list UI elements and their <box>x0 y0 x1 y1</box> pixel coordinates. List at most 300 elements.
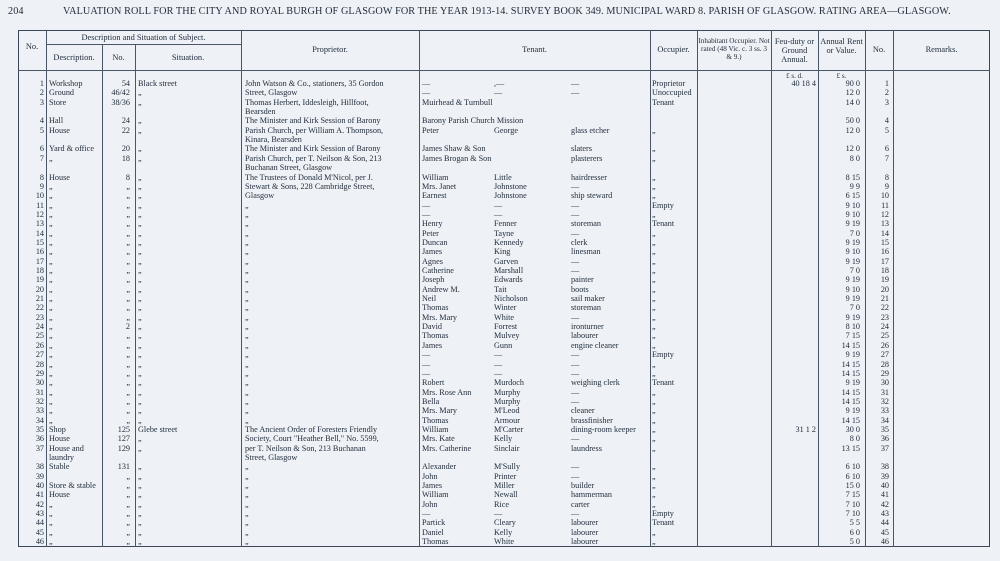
row-number: „ <box>126 340 130 350</box>
header-rule <box>18 70 990 71</box>
row-proprietor: „ <box>245 350 249 360</box>
row-tenant-occupation: — <box>571 359 580 369</box>
row-tenant-surname: White <box>494 312 515 322</box>
row-description: „ <box>49 247 53 257</box>
row-description: „ <box>49 350 53 360</box>
row-tenant-forename: — <box>422 509 431 519</box>
row-description: „ <box>49 509 53 519</box>
row-no2: 27 <box>880 350 889 360</box>
row-tenant-occupation: boots <box>571 284 589 294</box>
row-proprietor: „ <box>245 481 249 491</box>
row-no2: 39 <box>880 471 889 481</box>
row-annual-value: 30 0 <box>845 424 860 434</box>
row-description: „ <box>49 368 53 378</box>
row-description: „ <box>49 378 53 388</box>
row-tenant-surname: Tayne <box>494 228 514 238</box>
row-tenant-occupation: labourer <box>571 527 599 537</box>
row-annual-value: 14 15 <box>841 396 860 406</box>
row-number: 46/42 <box>111 88 130 98</box>
row-number: „ <box>126 406 130 416</box>
row-situation: „ <box>138 209 142 219</box>
row-situation: „ <box>138 191 142 201</box>
row-tenant-occupation: labourer <box>571 537 599 547</box>
row-number: „ <box>126 294 130 304</box>
row-occupier: „ <box>652 331 656 341</box>
unit-ls: £ s. <box>836 72 847 80</box>
row-no: 19 <box>35 275 44 285</box>
row-no: 11 <box>36 200 44 210</box>
row-number: „ <box>126 209 130 219</box>
row-tenant-occupation: — <box>571 434 580 444</box>
row-tenant-occupation: — <box>571 396 580 406</box>
row-no: 18 <box>35 266 44 275</box>
row-annual-value: 14 15 <box>841 340 860 350</box>
row-no2: 31 <box>880 387 889 397</box>
row-annual-value: 8 10 <box>845 322 860 332</box>
row-occupier: „ <box>652 237 656 247</box>
row-occupier: Tenant <box>652 518 675 528</box>
row-situation: Black street <box>138 79 177 88</box>
row-situation: „ <box>138 228 142 238</box>
row-situation: „ <box>138 340 142 350</box>
row-no: 46 <box>35 537 44 547</box>
row-description: „ <box>49 406 53 416</box>
row-number: „ <box>126 396 130 406</box>
row-occupier: „ <box>652 424 656 434</box>
row-number: 22 <box>121 125 130 135</box>
row-description: „ <box>49 181 53 191</box>
row-tenant-forename: Duncan <box>422 237 448 247</box>
row-tenant-forename: Joseph <box>422 275 445 285</box>
row-situation: „ <box>138 247 142 257</box>
row-situation: „ <box>138 462 142 472</box>
row-description: Store <box>49 97 67 107</box>
row-proprietor: The Minister and Kirk Session of Barony <box>245 116 381 126</box>
row-description: Ground <box>49 88 75 98</box>
row-tenant-forename: James <box>422 481 443 491</box>
row-no: 29 <box>35 368 44 378</box>
row-tenant-surname: Armour <box>494 415 520 425</box>
row-no: 41 <box>35 490 44 500</box>
row-tenant-forename: — <box>422 359 431 369</box>
row-annual-value: 9 9 <box>849 181 860 191</box>
row-annual-value: 14 0 <box>845 97 860 107</box>
row-tenant-forename: William <box>422 172 449 182</box>
row-annual-value: 9 10 <box>845 284 860 294</box>
row-number: „ <box>126 490 130 500</box>
row-number: „ <box>126 378 130 388</box>
row-no: 34 <box>35 415 44 425</box>
row-proprietor: „ <box>245 396 249 406</box>
row-description: „ <box>49 191 53 201</box>
row-situation: „ <box>138 527 142 537</box>
row-description: „ <box>49 322 53 332</box>
row-tenant-surname: Rice <box>494 499 510 509</box>
col-header-no: No. <box>25 42 39 51</box>
row-tenant-surname: Tait <box>494 284 507 294</box>
row-feu-duty: 31 1 2 <box>795 424 816 434</box>
row-tenant-forename: Peter <box>422 228 439 238</box>
row-occupier: „ <box>652 359 656 369</box>
row-tenant-forename: James Brogan & Son <box>422 153 492 163</box>
row-tenant-forename: Bella <box>422 396 440 406</box>
row-tenant-forename: Mrs. Rose Ann <box>422 387 472 397</box>
row-tenant-occupation: — <box>571 181 580 191</box>
row-number: „ <box>126 228 130 238</box>
col-header-occupier: Occupier. <box>657 45 690 54</box>
row-no: 43 <box>35 509 44 519</box>
row-description: „ <box>49 312 53 322</box>
row-situation: „ <box>138 153 142 163</box>
row-tenant-forename: — <box>422 350 431 360</box>
row-occupier: „ <box>652 312 656 322</box>
row-number: 8 <box>125 172 130 182</box>
row-tenant-surname: Johnstone <box>494 181 527 191</box>
row-number: „ <box>126 368 130 378</box>
row-tenant-surname: Printer <box>494 471 517 481</box>
row-proprietor: „ <box>245 537 249 547</box>
row-no2: 38 <box>880 462 889 472</box>
row-occupier: „ <box>652 172 656 182</box>
row-tenant-surname: King <box>494 247 511 257</box>
row-annual-value: 6 0 <box>849 527 860 537</box>
row-tenant-surname: Murdoch <box>494 378 525 388</box>
row-description: „ <box>49 527 53 537</box>
row-annual-value: 9 19 <box>845 294 860 304</box>
row-tenant-occupation: — <box>571 509 580 519</box>
row-description: „ <box>49 396 53 406</box>
row-proprietor: „ <box>245 303 249 313</box>
row-tenant-forename: Agnes <box>422 256 443 266</box>
row-tenant-forename: Earnest <box>422 191 447 201</box>
row-description: „ <box>49 294 53 304</box>
row-tenant-surname: — <box>494 368 503 378</box>
row-tenant-forename: Mrs. Mary <box>422 312 458 322</box>
row-tenant-surname: Winter <box>494 303 517 313</box>
row-tenant-surname: M'Carter <box>494 424 524 434</box>
row-tenant-surname: ,— <box>494 79 505 88</box>
row-tenant-surname: Little <box>494 172 512 182</box>
row-description: „ <box>49 209 53 219</box>
row-situation: „ <box>138 266 142 275</box>
row-no2: 16 <box>880 247 889 257</box>
row-tenant-surname: Cleary <box>494 518 516 528</box>
row-tenant-surname: Miller <box>494 481 515 491</box>
row-situation: „ <box>138 481 142 491</box>
row-tenant-forename: Catherine <box>422 266 454 275</box>
row-description: „ <box>49 499 53 509</box>
col-header-situation: Situation. <box>171 53 205 62</box>
row-no2: 33 <box>880 406 889 416</box>
row-no2: 29 <box>880 368 889 378</box>
row-description: „ <box>49 340 53 350</box>
col-rule <box>893 30 894 547</box>
row-no2: 40 <box>880 481 889 491</box>
row-tenant-forename: Thomas <box>422 331 449 341</box>
row-annual-value: 7 0 <box>849 303 860 313</box>
row-situation: „ <box>138 284 142 294</box>
row-tenant-forename: Thomas <box>422 303 449 313</box>
row-situation: „ <box>138 322 142 332</box>
row-no: 20 <box>35 284 44 294</box>
row-no2: 23 <box>880 312 889 322</box>
row-tenant-surname: Fenner <box>494 219 517 229</box>
row-proprietor: Society, Court "Heather Bell," No. 5599, <box>245 434 379 444</box>
row-no2: 10 <box>880 191 889 201</box>
col-rule <box>135 44 136 547</box>
row-tenant-surname: Sinclair <box>494 443 520 453</box>
row-situation: „ <box>138 471 142 481</box>
row-tenant-forename: William <box>422 424 449 434</box>
row-tenant-surname: Murphy <box>494 396 521 406</box>
row-no2: 11 <box>881 200 889 210</box>
row-tenant-forename: Peter <box>422 125 439 135</box>
row-number: „ <box>126 387 130 397</box>
row-situation: „ <box>138 237 142 247</box>
row-proprietor: „ <box>245 509 249 519</box>
row-tenant-surname: — <box>494 88 503 98</box>
row-number: 127 <box>117 434 130 444</box>
row-annual-value: 12 0 <box>845 144 860 154</box>
row-tenant-occupation: plasterers <box>571 153 603 163</box>
row-no: 37 <box>35 443 44 453</box>
row-tenant-surname: Johnstone <box>494 191 527 201</box>
col-header-proprietor: Proprietor. <box>312 45 348 54</box>
row-proprietor: „ <box>245 219 249 229</box>
row-no2: 28 <box>880 359 889 369</box>
row-no: 25 <box>35 331 44 341</box>
row-annual-value: 7 10 <box>845 509 860 519</box>
row-annual-value: 14 15 <box>841 387 860 397</box>
page-title: VALUATION ROLL FOR THE CITY AND ROYAL BURGH OF GLASGOW FOR THE YEAR 1913-14. SURVEY BOOK 349. MUNICIPAL WARD 8. PARISH OF GLASGOW. RATING AREA—GLASGOW. <box>63 6 951 17</box>
row-number: 38/36 <box>111 97 130 107</box>
row-number: 129 <box>117 443 130 453</box>
row-proprietor: The Trustees of Donald M'Nicol, per J. <box>245 172 373 182</box>
row-description: „ <box>49 387 53 397</box>
row-occupier: „ <box>652 481 656 491</box>
row-proprietor: Glasgow <box>245 191 275 201</box>
row-tenant-occupation: ship steward <box>571 191 613 201</box>
row-situation: Glebe street <box>138 424 178 434</box>
col-rule <box>771 30 772 547</box>
row-annual-value: 7 15 <box>845 490 860 500</box>
row-feu-duty: 40 18 4 <box>791 79 816 88</box>
row-no2: 21 <box>880 294 889 304</box>
row-annual-value: 14 15 <box>841 368 860 378</box>
row-occupier: „ <box>652 462 656 472</box>
row-number: „ <box>126 284 130 294</box>
row-situation: „ <box>138 125 142 135</box>
col-header-description: Description. <box>53 53 95 62</box>
row-no: 27 <box>35 350 44 360</box>
row-no: 5 <box>39 125 44 135</box>
row-situation: „ <box>138 303 142 313</box>
row-no: 12 <box>35 209 44 219</box>
row-tenant-occupation: — <box>571 256 580 266</box>
row-tenant-occupation: — <box>571 88 580 98</box>
row-no: 24 <box>35 322 44 332</box>
row-tenant-surname: — <box>494 509 503 519</box>
row-annual-value: 9 19 <box>845 378 860 388</box>
row-no: 16 <box>35 247 44 257</box>
row-tenant-forename: — <box>422 79 431 88</box>
row-tenant-occupation: clerk <box>571 237 588 247</box>
row-proprietor: „ <box>245 331 249 341</box>
row-description: Store & stable <box>49 481 96 491</box>
row-tenant-forename: James Shaw & Son <box>422 144 486 154</box>
row-number: „ <box>126 256 130 266</box>
row-tenant-occupation: storeman <box>571 303 602 313</box>
row-number: „ <box>126 266 130 275</box>
row-tenant-occupation: — <box>571 209 580 219</box>
row-occupier: Proprietor <box>652 79 686 88</box>
row-tenant-occupation: hairdresser <box>571 172 607 182</box>
row-no: 40 <box>35 481 44 491</box>
row-description: „ <box>49 228 53 238</box>
row-situation: „ <box>138 509 142 519</box>
row-tenant-forename: — <box>422 368 431 378</box>
row-description: House <box>49 172 70 182</box>
page-number: 204 <box>8 6 24 17</box>
row-number: „ <box>126 471 130 481</box>
row-occupier: „ <box>652 387 656 397</box>
row-proprietor: „ <box>245 527 249 537</box>
row-situation: „ <box>138 499 142 509</box>
row-number: „ <box>126 527 130 537</box>
row-occupier: Tenant <box>652 97 675 107</box>
row-number: 131 <box>117 462 130 472</box>
row-description: Stable <box>49 462 70 472</box>
row-proprietor: „ <box>245 387 249 397</box>
row-tenant-surname: Kelly <box>494 527 513 537</box>
col-header-desc-group: Description and Situation of Subject. <box>81 33 206 42</box>
row-annual-value: 5 0 <box>849 537 860 547</box>
row-situation: „ <box>138 116 142 126</box>
col-header-feu: Feu-duty or Ground Annual. <box>774 37 815 64</box>
row-no: 44 <box>35 518 44 528</box>
row-description: House <box>49 434 70 444</box>
row-annual-value: 9 19 <box>845 275 860 285</box>
row-number: „ <box>126 275 130 285</box>
row-description: Shop <box>49 424 66 434</box>
row-proprietor: Bearsden <box>245 107 276 117</box>
row-no2: 45 <box>880 527 889 537</box>
row-occupier: „ <box>652 125 656 135</box>
row-no: 22 <box>35 303 44 313</box>
row-occupier: „ <box>652 490 656 500</box>
row-annual-value: 90 0 <box>845 79 860 88</box>
row-annual-value: 15 0 <box>845 481 860 491</box>
row-tenant-forename: John <box>422 471 438 481</box>
row-tenant-occupation: ironturner <box>571 322 604 332</box>
row-tenant-surname: George <box>494 125 518 135</box>
row-annual-value: 6 10 <box>845 471 860 481</box>
row-number: „ <box>126 312 130 322</box>
row-no2: 30 <box>880 378 889 388</box>
row-annual-value: 9 19 <box>845 406 860 416</box>
row-occupier: „ <box>652 144 656 154</box>
row-no2: 46 <box>880 537 889 547</box>
row-annual-value: 9 19 <box>845 350 860 360</box>
row-occupier: „ <box>652 499 656 509</box>
row-no: 13 <box>35 219 44 229</box>
col-rule <box>650 30 651 547</box>
row-tenant-occupation: — <box>571 200 580 210</box>
row-no2: 42 <box>880 499 889 509</box>
row-situation: „ <box>138 406 142 416</box>
row-tenant-forename: — <box>422 88 431 98</box>
row-number: „ <box>126 350 130 360</box>
col-header-tenant: Tenant. <box>522 45 547 54</box>
row-no: 6 <box>39 144 44 154</box>
row-situation: „ <box>138 144 142 154</box>
row-no2: 7 <box>884 153 889 163</box>
row-proprietor: „ <box>245 406 249 416</box>
row-occupier: „ <box>652 471 656 481</box>
row-no2: 41 <box>880 490 889 500</box>
row-situation: „ <box>138 368 142 378</box>
row-occupier: Empty <box>652 200 674 210</box>
row-occupier: Tenant <box>652 219 675 229</box>
row-tenant-forename: John <box>422 499 438 509</box>
row-annual-value: 8 0 <box>849 434 860 444</box>
row-no: 14 <box>35 228 44 238</box>
row-number: „ <box>126 200 130 210</box>
unit-lsd: £ s. d. <box>786 72 803 80</box>
row-tenant-occupation: — <box>571 471 580 481</box>
col-header-number: No. <box>112 53 125 62</box>
row-description: „ <box>49 303 53 313</box>
row-occupier: Unoccupied <box>652 88 692 98</box>
row-description: „ <box>49 537 53 547</box>
row-proprietor: Buchanan Street, Glasgow <box>245 163 333 173</box>
row-no2: 3 <box>884 97 889 107</box>
row-tenant-occupation: sail maker <box>571 294 605 304</box>
row-tenant-occupation: painter <box>571 275 594 285</box>
row-description: laundry <box>49 453 75 462</box>
row-no: 35 <box>35 424 44 434</box>
row-no: 39 <box>35 471 44 481</box>
row-tenant-forename: James <box>422 340 443 350</box>
row-proprietor: „ <box>245 471 249 481</box>
row-annual-value: 9 19 <box>845 312 860 322</box>
row-situation: „ <box>138 490 142 500</box>
row-description: House and <box>49 443 84 453</box>
row-number: „ <box>126 181 130 191</box>
row-annual-value: 5 5 <box>849 518 860 528</box>
col-rule <box>241 30 242 547</box>
row-proprietor: „ <box>245 228 249 238</box>
row-no2: 5 <box>884 125 889 135</box>
row-proprietor: „ <box>245 284 249 294</box>
row-occupier: „ <box>652 537 656 547</box>
row-proprietor: „ <box>245 340 249 350</box>
row-tenant-surname: — <box>494 209 503 219</box>
row-occupier: „ <box>652 303 656 313</box>
row-tenant-occupation: carter <box>571 499 590 509</box>
row-no2: 19 <box>880 275 889 285</box>
row-no2: 34 <box>880 415 889 425</box>
row-occupier: „ <box>652 209 656 219</box>
row-tenant-occupation: cleaner <box>571 406 595 416</box>
row-description: Workshop <box>49 79 83 88</box>
row-tenant-occupation: — <box>571 368 580 378</box>
row-tenant-forename: Mrs. Janet <box>422 181 457 191</box>
row-no: 7 <box>39 153 44 163</box>
row-no2: 15 <box>880 237 889 247</box>
row-description: Hall <box>49 116 64 126</box>
row-annual-value: 14 15 <box>841 359 860 369</box>
